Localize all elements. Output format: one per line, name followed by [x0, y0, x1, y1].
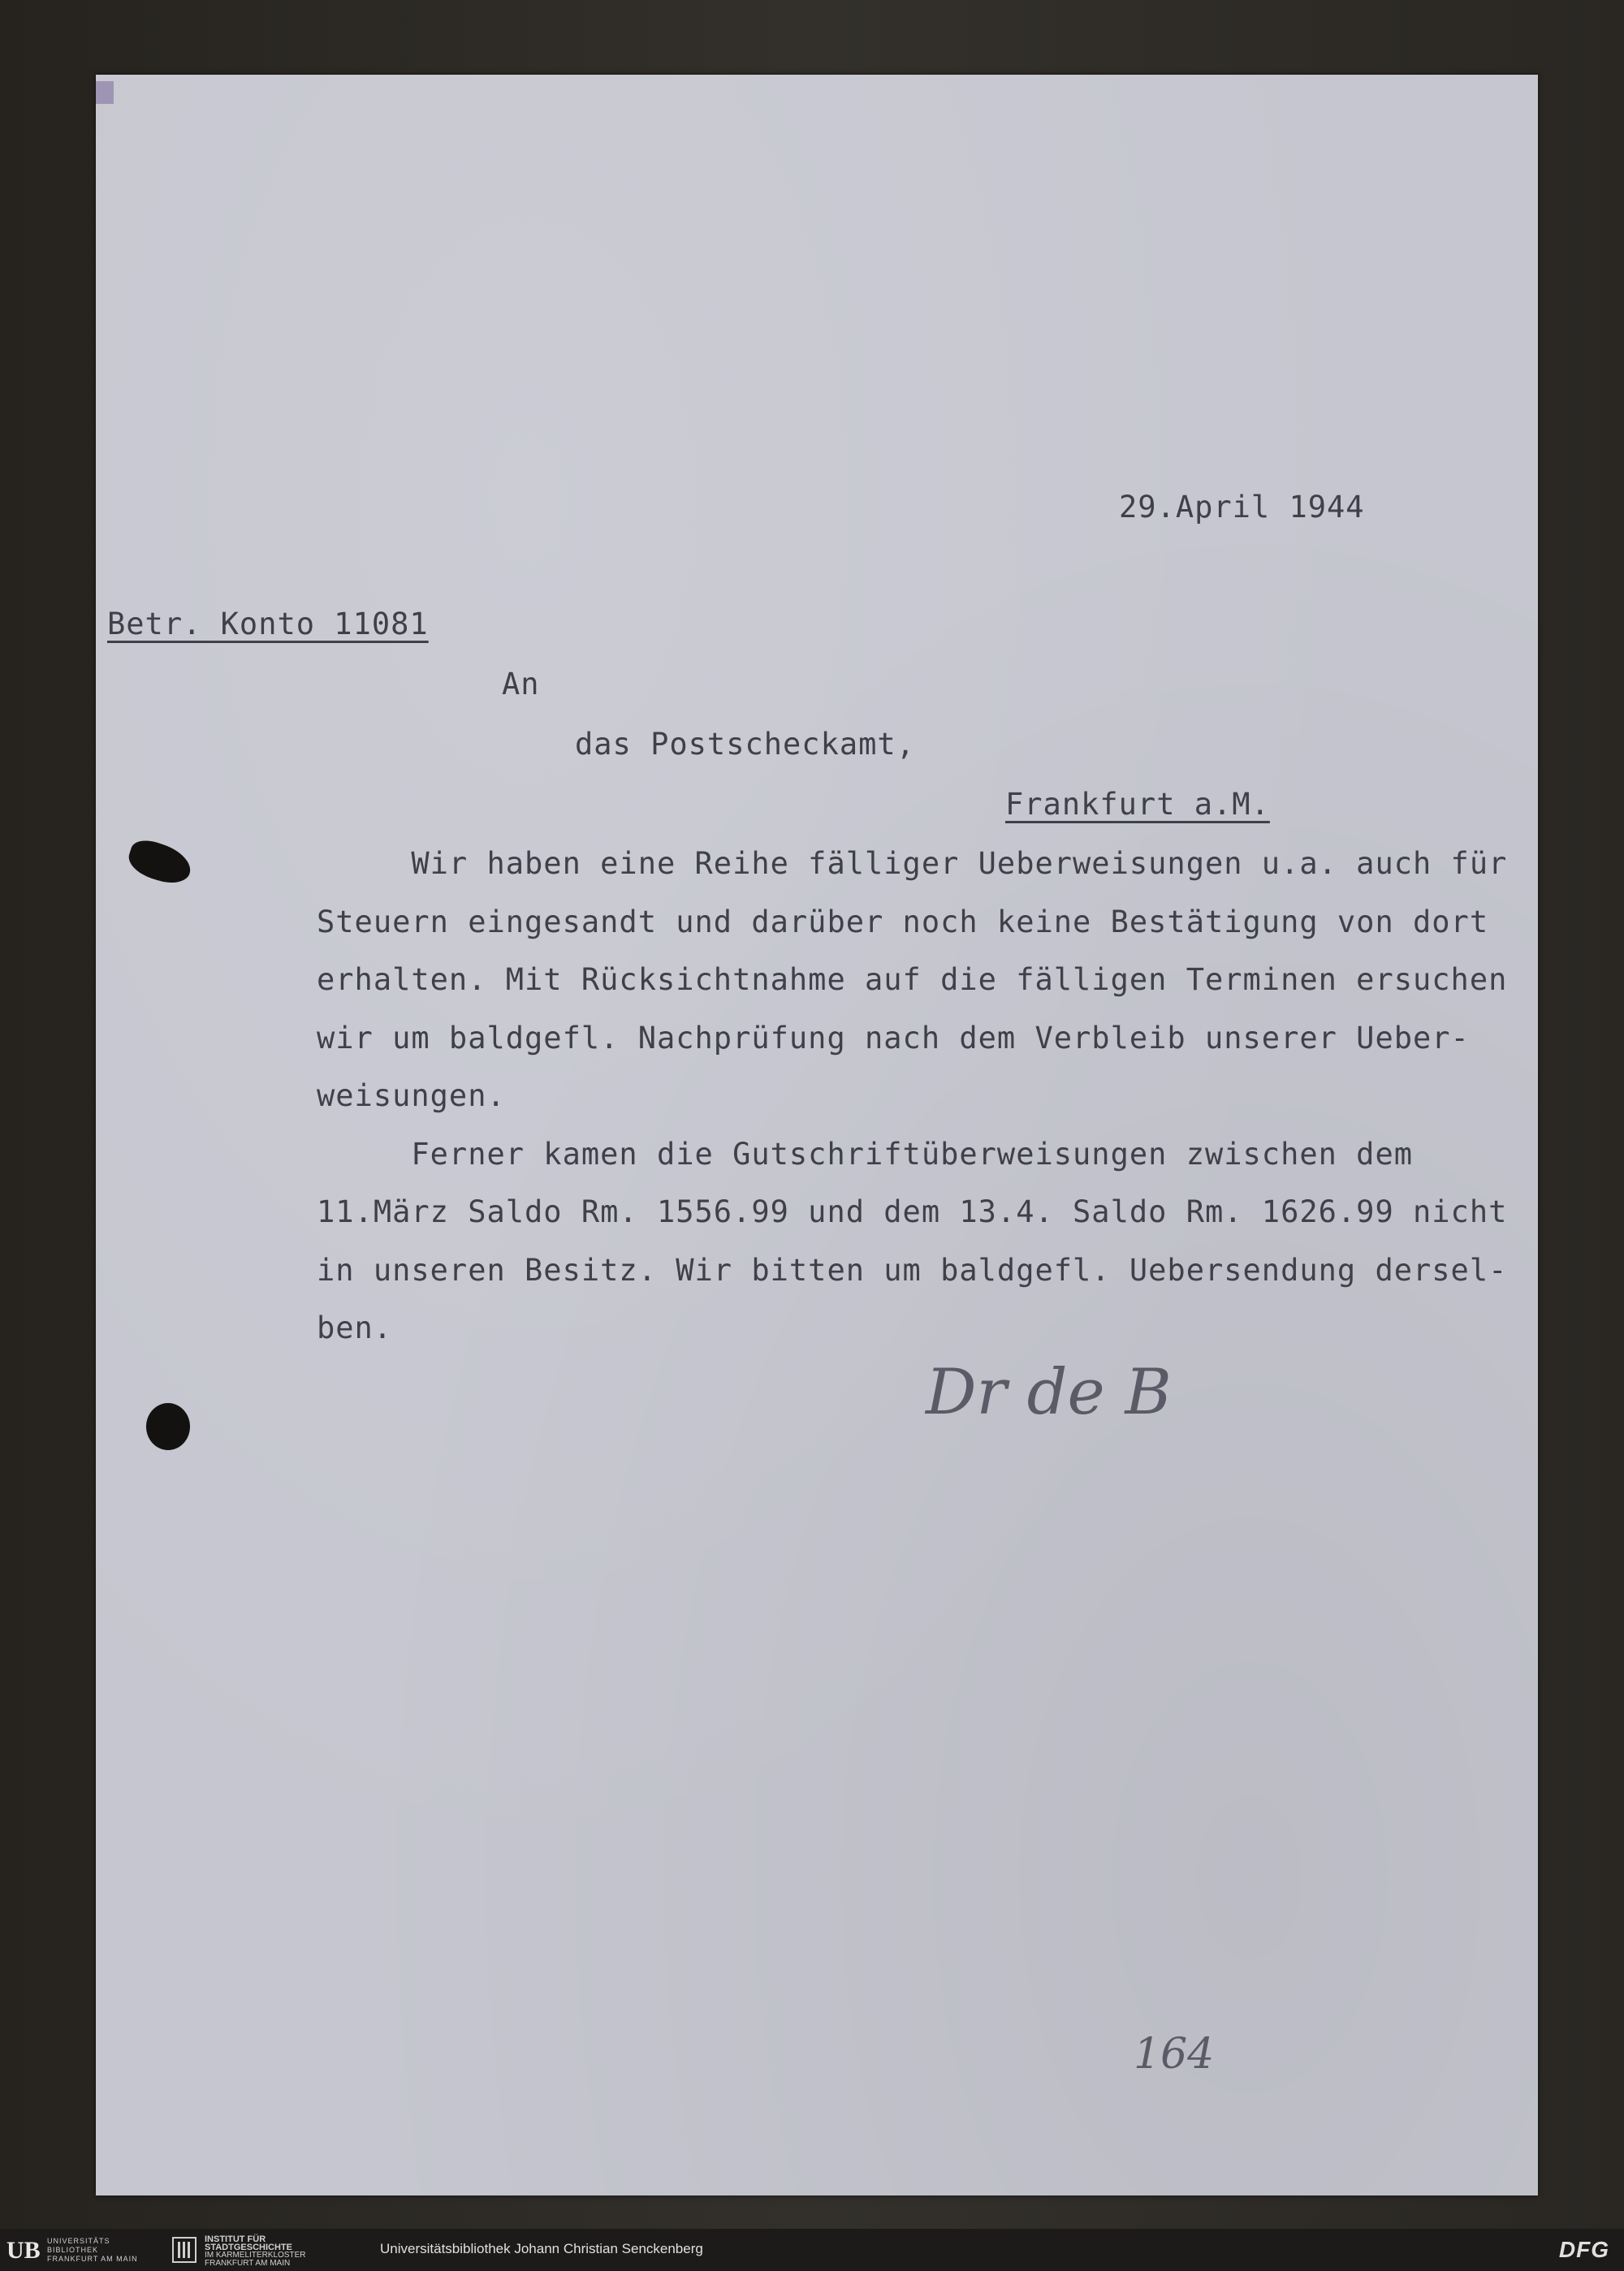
ub-line: UNIVERSITÄTS [47, 2237, 110, 2245]
ub-line: FRANKFURT AM MAIN [47, 2255, 138, 2263]
body-line: Ferner kamen die Gutschriftüberweisungen zwischen dem [317, 1136, 1414, 1172]
body-line: Steuern eingesandt und darüber noch keine Bestätigung von dort [317, 904, 1489, 939]
body-line: in unseren Besitz. Wir bitten um baldgefl. Uebersendung dersel- [317, 1252, 1508, 1288]
body-line: ben. [317, 1310, 393, 1345]
inst-line: INSTITUT FÜR [205, 2234, 266, 2244]
library-credit: Universitätsbibliothek Johann Christian Senckenberg [380, 2241, 703, 2256]
letter-body [317, 835, 1535, 1358]
inst-line: FRANKFURT AM MAIN [205, 2259, 291, 2268]
reference-line: Betr. Konto 11081 [107, 607, 429, 641]
archive-footer [0, 2229, 1624, 2271]
body-line: 11.März Saldo Rm. 1556.99 und dem 13.4. Saldo Rm. 1626.99 nicht [317, 1194, 1508, 1229]
ub-library-name [47, 2237, 138, 2264]
ub-line: BIBLIOTHEK [47, 2246, 99, 2254]
recipient-prefix: An [502, 667, 540, 702]
body-line: Wir haben eine Reihe fälliger Ueberweisungen u.a. auch für [317, 846, 1508, 881]
inst-line: IM KARMELITERKLOSTER [205, 2251, 306, 2260]
dfg-logo: DFG [1558, 2237, 1609, 2262]
handwritten-initials: Dr de B [926, 1356, 1172, 1429]
body-line: weisungen. [317, 1078, 506, 1113]
margin-mark [96, 81, 114, 104]
inst-line: STADTGESCHICHTE [205, 2243, 292, 2252]
institute-name [205, 2235, 305, 2268]
institute-building-icon [172, 2237, 197, 2263]
recipient-city: Frankfurt a.M. [1005, 787, 1270, 822]
body-line: wir um baldgefl. Nachprüfung nach dem Verbleib unserer Ueber- [317, 1020, 1470, 1056]
recipient-name: das Postscheckamt, [575, 727, 915, 762]
letter-date: 29.April 1944 [1119, 490, 1365, 525]
punch-hole-lower [146, 1403, 190, 1450]
page-number-note: 164 [1134, 2030, 1215, 2079]
body-line: erhalten. Mit Rücksichtnahme auf die fälligen Terminen ersuchen [317, 962, 1508, 997]
ub-logo: UB [6, 2237, 41, 2264]
